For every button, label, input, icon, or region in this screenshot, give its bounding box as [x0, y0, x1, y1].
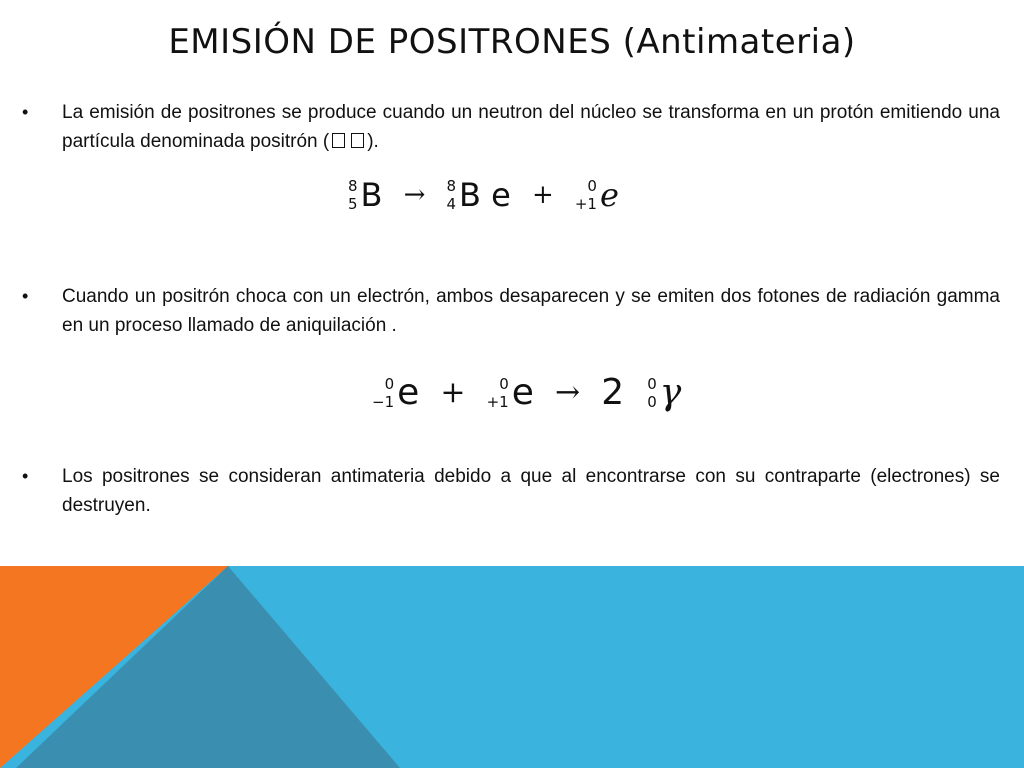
bullet-text-before: La emisión de positrones se produce cuando un neutron del núcleo se transforma en un protón emitiendo una partícula denominada positrón ( [62, 102, 1000, 152]
mass-number: 0 [587, 177, 597, 195]
mass-number: 8 [446, 177, 457, 195]
mass-number: 8 [348, 177, 358, 195]
atomic-number: +1 [574, 195, 597, 213]
bullet-marker: • [22, 286, 29, 306]
atomic-number: 5 [348, 195, 358, 213]
plus-symbol: + [531, 180, 554, 210]
element-symbol: B e [459, 176, 511, 214]
atomic-number: 0 [647, 392, 657, 411]
coefficient: 2 [601, 372, 625, 413]
plus-symbol: + [440, 375, 466, 410]
particle-symbol: e [397, 372, 420, 413]
slide-title: EMISIÓN DE POSITRONES (Antimateria) [168, 22, 856, 62]
arrow-symbol: → [554, 375, 581, 410]
particle-symbol: e [511, 372, 534, 413]
atomic-number: −1 [372, 392, 395, 411]
mass-number: 0 [499, 374, 509, 393]
mass-number: 0 [384, 374, 395, 393]
particle-symbol: e [599, 176, 619, 214]
arrow-symbol: → [403, 180, 426, 210]
atomic-number: 4 [446, 195, 457, 213]
bullet-text: Los positrones se consideran antimateria debido a que al encontrarse con su contraparte (electrones) se destruyen. [62, 466, 1000, 516]
mass-number: 0 [647, 374, 657, 393]
atomic-number: +1 [486, 392, 509, 411]
element-symbol: B [360, 176, 383, 214]
bullet-marker: • [22, 466, 29, 486]
bullet-marker: • [22, 102, 29, 122]
bullet-text-after: ). [367, 131, 379, 152]
bullet-text: Cuando un positrón choca con un electrón, ambos desaparecen y se emiten dos fotones de radiación gamma en un proceso llamado de aniquilación . [62, 286, 1000, 336]
particle-symbol: γ [659, 372, 682, 413]
